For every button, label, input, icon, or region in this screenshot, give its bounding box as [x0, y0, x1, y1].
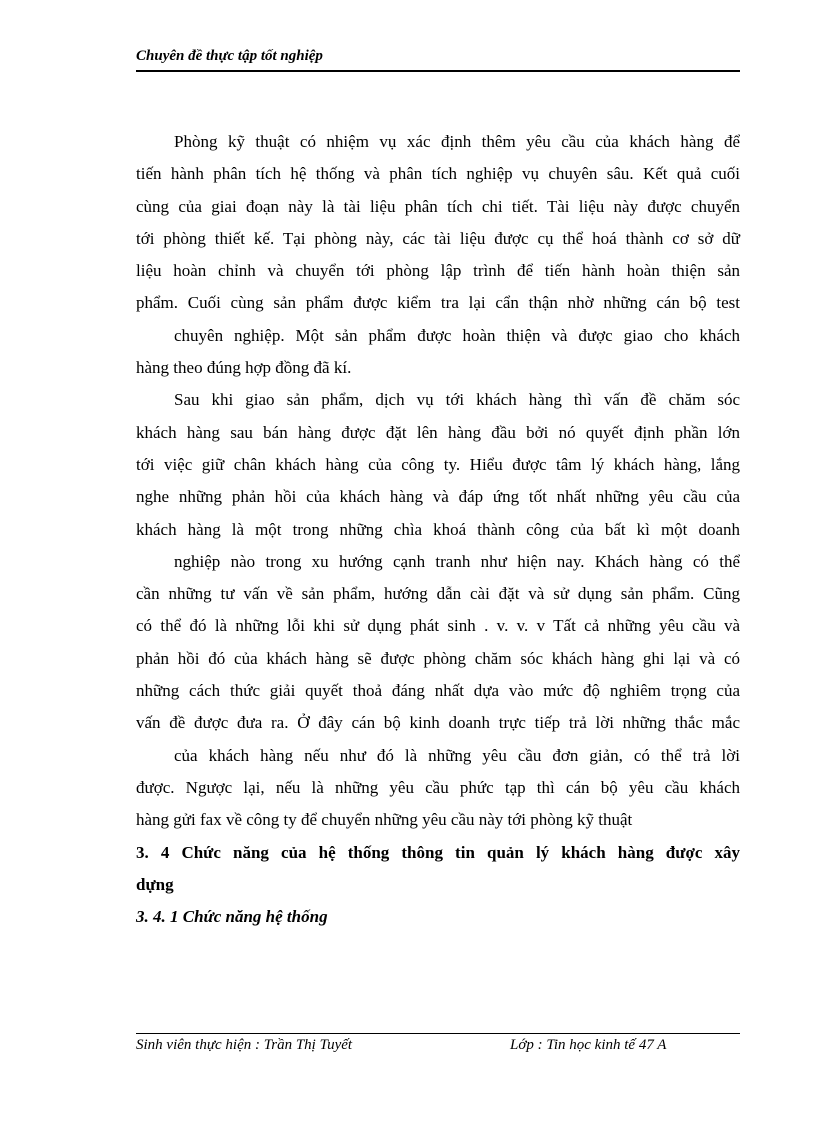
text-line: Phòng kỹ thuật có nhiệm vụ xác định thêm yêu cầu của khách hàng để: [174, 132, 740, 151]
text-line: phản hồi đó của khách hàng sẽ được phòng chăm sóc khách hàng ghi lại và có: [136, 648, 740, 668]
footer-student: Sinh viên thực hiện : Trần Thị Tuyết: [136, 1037, 353, 1053]
text-line: hàng gửi fax về công ty để chuyển những yêu cầu này tới phòng kỹ thuật: [136, 810, 633, 830]
header-divider: [136, 70, 740, 72]
text-line: khách hàng sau bán hàng được đặt lên hàng đầu bởi nó quyết định phần lớn: [136, 422, 740, 442]
text-line: chuyên nghiệp. Một sản phẩm được hoàn thiện và được giao cho khách: [174, 325, 740, 345]
text-line: vấn đề được đưa ra. Ở đây cán bộ kinh doanh trực tiếp trả lời những thắc mắc: [136, 713, 740, 733]
text-line: cùng của giai đoạn này là tài liệu phân tích chi tiết. Tài liệu này được chuyển: [136, 196, 740, 216]
text-line: có thể đó là những lỗi khi sử dụng phát sinh . v. v. v Tất cả những yêu cầu và: [136, 616, 740, 636]
text-line: những cách thức giải quyết thoả đáng nhất dựa vào mức độ nghiêm trọng của: [136, 681, 740, 701]
subsection-heading: 3. 4. 1 Chức năng hệ thống: [136, 907, 328, 927]
footer-class: Lớp : Tin học kinh tế 47 A: [510, 1037, 667, 1053]
section-heading: 3. 4 Chức năng của hệ thống thông tin quản lý khách hàng được xây: [136, 842, 740, 862]
text-line: cần những tư vấn về sản phẩm, hướng dẫn cài đặt và sử dụng sản phẩm. Cũng: [136, 584, 740, 604]
text-line: nghiệp nào trong xu hướng cạnh tranh như hiện nay. Khách hàng có thể: [174, 551, 740, 571]
text-line: tới phòng thiết kế. Tại phòng này, các tài liệu được cụ thể hoá thành cơ sở dữ: [136, 228, 740, 248]
section-heading-cont: dựng: [136, 874, 174, 894]
text-line: tới việc giữ chân khách hàng của công ty. Hiểu được tâm lý khách hàng, lắng: [136, 454, 740, 474]
text-line: phẩm. Cuối cùng sản phẩm được kiểm tra lại cẩn thận nhờ những cán bộ test: [136, 293, 740, 313]
text-line: Sau khi giao sản phẩm, dịch vụ tới khách hàng thì vấn đề chăm sóc: [174, 390, 740, 410]
footer-divider: [136, 1033, 740, 1034]
page-header-title: Chuyên đề thực tập tốt nghiệp: [136, 48, 323, 64]
text-line: được. Ngược lại, nếu là những yêu cầu phức tạp thì cán bộ yêu cầu khách: [136, 777, 740, 797]
document-body: [136, 126, 740, 933]
text-line: liệu hoàn chỉnh và chuyển tới phòng lập trình để tiến hành hoàn thiện sản: [136, 261, 740, 281]
text-line: tiến hành phân tích hệ thống và phân tích nghiệp vụ chuyên sâu. Kết quả cuối: [136, 164, 740, 184]
text-line: hàng theo đúng hợp đồng đã kí.: [136, 358, 352, 378]
text-line: khách hàng là một trong những chìa khoá thành công của bất kì một doanh: [136, 519, 740, 539]
text-line: của khách hàng nếu như đó là những yêu cầu đơn giản, có thể trả lời: [174, 745, 740, 765]
text-line: nghe những phản hồi của khách hàng và đáp ứng tốt nhất những yêu cầu của: [136, 487, 740, 507]
